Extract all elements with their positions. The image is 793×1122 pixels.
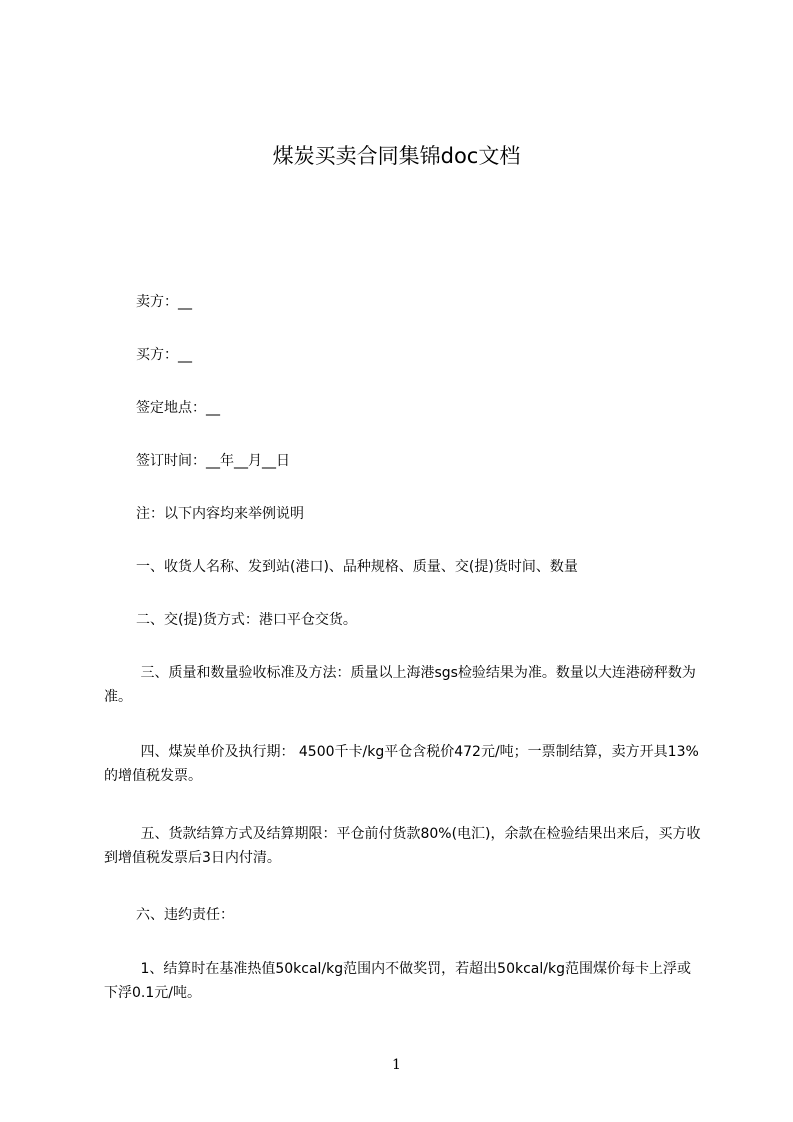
document-title: 煤炭买卖合同集锦doc文档 [272, 144, 521, 168]
note-line: 注：以下内容均来举例说明 [136, 506, 304, 522]
signing-date-line: 签订时间：__年__月__日 [136, 453, 290, 469]
clause-6: 六、违约责任： [136, 907, 234, 923]
buyer-line: 买方：__ [136, 347, 192, 363]
clause-1: 一、收货人名称、发到站(港口)、品种规格、质量、交(提)货时间、数量 [136, 559, 578, 575]
seller-line: 卖方：__ [136, 294, 192, 310]
clause-4: 四、煤炭单价及执行期： 4500千卡/kg平仓含税价472元/吨；一票制结算，卖方开具13%的增值税发票。 [104, 744, 699, 784]
clause-5: 五、货款结算方式及结算期限：平仓前付货款80%(电汇)，余款在检验结果出来后，买方收到增值税发票后3日内付清。 [104, 826, 701, 866]
clause-6-item-1: 1、结算时在基准热值50kcal/kg范围内不做奖罚，若超出50kcal/kg范围煤价每卡上浮或下浮0.1元/吨。 [104, 961, 691, 1001]
signing-place-line: 签定地点：__ [136, 400, 220, 416]
clause-3: 三、质量和数量验收标准及方法：质量以上海港sgs检验结果为准。数量以大连港磅秤数为准。 [104, 665, 696, 705]
page-number: 1 [392, 1057, 401, 1073]
clause-2: 二、交(提)货方式：港口平仓交货。 [136, 612, 357, 628]
